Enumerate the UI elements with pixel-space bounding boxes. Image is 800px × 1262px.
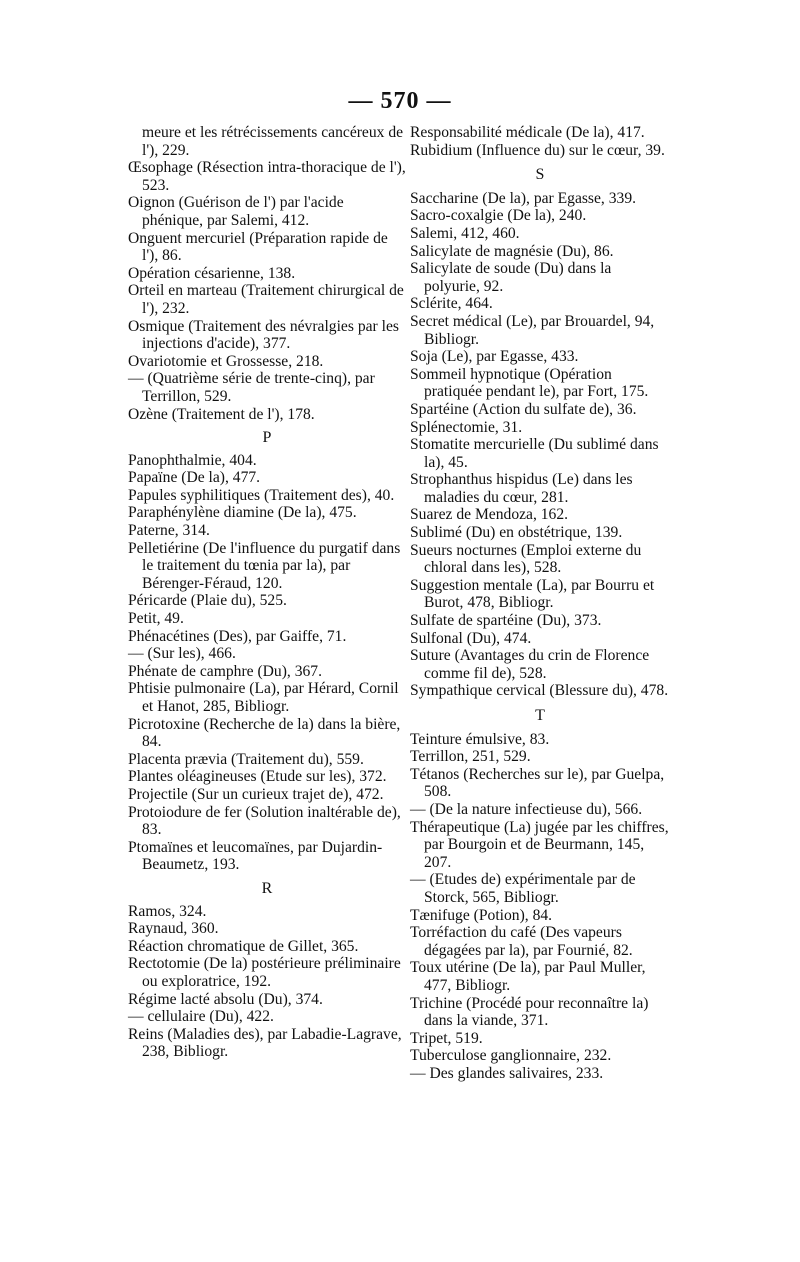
section-letter: P — [262, 429, 272, 447]
index-entry: Phtisie pulmonaire (La), par Hérard, Cornil et Hanot, 285, Bibliogr. — [128, 680, 399, 715]
index-entry: Sympathique cervical (Blessure du), 478. — [410, 682, 669, 700]
index-entry: Placenta prævia (Traitement du), 559. — [128, 750, 364, 768]
index-entry: Suture (Avantages du crin de Florence comme fil de), 528. — [410, 647, 650, 682]
index-entry: Pelletiérine (De l'influence du purgatif dans le traitement du tœnia par la), par Bérenger-Féraud, 120. — [128, 539, 401, 592]
index-entry: Salicylate de soude (Du) dans la polyurie, 92. — [410, 260, 612, 295]
index-entry: Ptomaïnes et leucomaïnes, par Dujardin-Beaumetz, 193. — [128, 838, 383, 874]
index-entry: Sueurs nocturnes (Emploi externe du chloral dans les), 528. — [410, 541, 642, 577]
index-entry: Ovariotomie et Grossesse, 218. — [128, 352, 324, 370]
index-entry: Trichine (Procédé pour reconnaître la) dans la viande, 371. — [410, 994, 649, 1030]
index-entry: Teinture émulsive, 83. — [410, 730, 550, 748]
index-entry: Salemi, 412, 460. — [410, 224, 520, 242]
index-entry: Plantes oléagineuses (Etude sur les), 372. — [128, 768, 387, 786]
index-entry: Picrotoxine (Recherche de la) dans la bière, 84. — [128, 715, 401, 751]
index-entry: Phénacétines (Des), par Gaiffe, 71. — [128, 627, 347, 645]
index-entry: Stomatite mercurielle (Du sublimé dans la), 45. — [410, 436, 659, 471]
index-entry: Rubidium (Influence du) sur le cœur, 39. — [410, 141, 665, 159]
index-entry: Raynaud, 360. — [128, 920, 219, 938]
index-entry: Phénate de camphre (Du), 367. — [128, 662, 322, 680]
index-entry: Salicylate de magnésie (Du), 86. — [410, 242, 614, 260]
index-entry: — (Etudes de) expérimentale par de Storck, 565, Bibliogr. — [410, 871, 636, 906]
index-entry: Suarez de Mendoza, 162. — [410, 506, 569, 524]
section-letter: T — [535, 707, 545, 724]
index-entry: Osmique (Traitement des névralgies par les injections d'acide), 377. — [128, 317, 399, 353]
index-entry: Orteil en marteau (Traitement chirurgical de l'), 232. — [128, 282, 404, 317]
index-entry: Projectile (Sur un curieux trajet de), 472. — [128, 785, 384, 803]
index-entry: Secret médical (Le), par Brouardel, 94, Bibliogr. — [410, 312, 655, 348]
index-entry: Papaïne (De la), 477. — [128, 469, 261, 487]
index-entry: — (Quatrième série de trente-cinq), par Terrillon, 529. — [128, 370, 375, 405]
index-entry: Paterne, 314. — [128, 522, 210, 540]
index-entry: Péricarde (Plaie du), 525. — [128, 592, 287, 610]
index-entry: Opération césarienne, 138. — [128, 264, 296, 282]
index-entry: Reins (Maladies des), par Labadie-Lagrave, 238, Bibliogr. — [128, 1025, 402, 1061]
index-entry: Sulfonal (Du), 474. — [410, 629, 532, 647]
index-entry: Petit, 49. — [128, 610, 184, 628]
index-entry: Tripet, 519. — [410, 1029, 483, 1047]
index-entry: Toux utérine (De la), par Paul Muller, 477, Bibliogr. — [410, 959, 646, 994]
index-entry: Thérapeutique (La) jugée par les chiffres, par Bourgoin et de Beurmann, 145, 207. — [410, 818, 669, 871]
index-entry: Terrillon, 251, 529. — [410, 748, 531, 766]
index-entry: Protoiodure de fer (Solution inaltérable de), 83. — [128, 803, 401, 839]
index-entry: — Des glandes salivaires, 233. — [410, 1064, 604, 1082]
index-entry: Panophthalmie, 404. — [128, 451, 257, 469]
index-entry: Saccharine (De la), par Egasse, 339. — [410, 189, 637, 207]
index-entry: Spartéine (Action du sulfate de), 36. — [410, 400, 637, 418]
index-entry: Sclérite, 464. — [410, 295, 493, 313]
index-entry: Tænifuge (Potion), 84. — [410, 906, 553, 924]
index-entry: Strophanthus hispidus (Le) dans les maladies du cœur, 281. — [410, 471, 633, 506]
index-entry: Papules syphilitiques (Traitement des), 40. — [128, 486, 395, 504]
index-entry: Œsophage (Résection intra-thoracique de l'), 523. — [128, 159, 406, 194]
index-entry: Soja (Le), par Egasse, 433. — [410, 348, 579, 366]
index-entry: Régime lacté absolu (Du), 374. — [128, 990, 323, 1008]
index-entry: Réaction chromatique de Gillet, 365. — [128, 937, 359, 955]
index-column-left — [128, 124, 406, 1061]
section-letter: R — [261, 879, 273, 897]
index-entry: Onguent mercuriel (Préparation rapide de l'), 86. — [128, 229, 388, 265]
index-entry: Suggestion mentale (La), par Bourru et Burot, 478, Bibliogr. — [410, 576, 655, 612]
index-entry: — cellulaire (Du), 422. — [128, 1008, 274, 1026]
index-entry: Sublimé (Du) en obstétrique, 139. — [410, 524, 623, 542]
index-entry: Responsabilité médicale (De la), 417. — [410, 124, 645, 141]
index-entry: Rectotomie (De la) postérieure préliminaire ou exploratrice, 192. — [128, 955, 401, 990]
index-entry: Sacro-coxalgie (De la), 240. — [410, 207, 587, 225]
index-entry: Sulfate de spartéine (Du), 373. — [410, 612, 602, 630]
section-letter: S — [535, 166, 545, 184]
index-entry: meure et les rétrécissements cancéreux de l'), 229. — [142, 124, 404, 159]
index-entry: Ozène (Traitement de l'), 178. — [128, 405, 315, 423]
index-entry: Tétanos (Recherches sur le), par Guelpa, 508. — [410, 765, 665, 801]
index-entry: — (Sur les), 466. — [128, 645, 236, 663]
index-entry: Torréfaction du café (Des vapeurs dégagées par la), par Fournié, 82. — [410, 924, 633, 959]
index-entry: — (De la nature infectieuse du), 566. — [410, 800, 643, 818]
page-number: — 570 — — [348, 88, 452, 114]
index-column-right — [410, 124, 670, 1082]
index-entry: Oignon (Guérison de l') par l'acide phénique, par Salemi, 412. — [128, 194, 344, 229]
index-entry: Paraphénylène diamine (De la), 475. — [128, 504, 357, 522]
index-entry: Tuberculose ganglionnaire, 232. — [410, 1047, 612, 1065]
index-entry: Ramos, 324. — [128, 902, 207, 920]
index-entry: Sommeil hypnotique (Opération pratiquée pendant le), par Fort, 175. — [410, 365, 649, 401]
index-entry: Splénectomie, 31. — [410, 418, 523, 436]
